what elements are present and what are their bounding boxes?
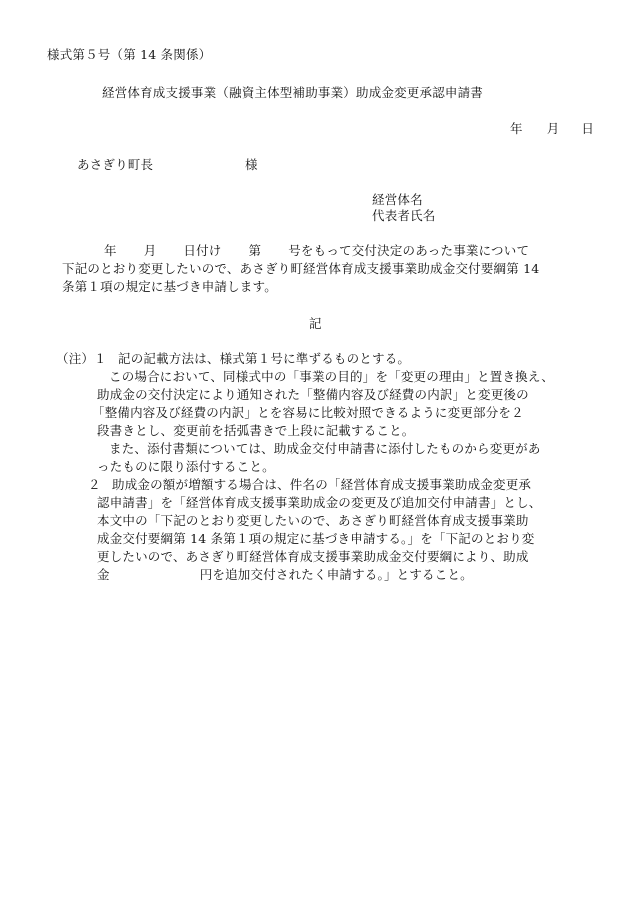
addressee-honorific: 様 [245,157,258,172]
date-year: 年 [510,121,523,136]
note-2-line: 認申請書」を「経営体育成支援事業助成金の変更及び追加交付申請書」とし、 [97,495,542,510]
body-line-3: 条第１項の規定に基づき申請します。 [62,279,277,294]
note-2-last-prefix: 金 [97,567,110,582]
note-1-line: また、添付書類については、助成金交付申請書に添付したものから変更があ [109,441,541,456]
note-2-number: ２ [88,477,101,492]
note-2-line: 本文中の「下記のとおり変更したいので、あさぎり町経営体育成支援事業助 [97,513,529,528]
note-2-last-suffix: 円を追加交付されたく申請する。」とすること。 [199,567,473,582]
note-2-last-line [97,567,473,583]
ki-heading: 記 [309,316,322,331]
notes-label: （注） [56,351,95,366]
note-2-line: 助成金の額が増額する場合は、件名の「経営体育成支援事業助成金変更承 [112,477,532,492]
body-number-prefix: 第 [248,243,262,258]
addressee-name: あさぎり町長 [77,157,154,172]
body-month: 月 [143,243,157,258]
note-1-line: 「整備内容及び経費の内訳」とを容易に比較対照できるように変更部分を２ [92,405,524,420]
entity-name-label: 経営体名 [372,192,423,207]
body-year: 年 [104,243,117,258]
body-line-1 [104,243,529,259]
note-2-line: 成金交付要綱第 14 条第１項の規定に基づき申請する。」を「下記のとおり変 [97,531,535,546]
note-1-line: 記の記載方法は、様式第１号に準ずるものとする。 [118,351,411,366]
note-1-line: この場合において、同様式中の「事業の目的」を「変更の理由」と置き換え、 [109,369,555,384]
representative-name-label: 代表者氏名 [372,208,436,223]
body-line-2: 下記のとおり変更したいので、あさぎり町経営体育成支援事業助成金交付要綱第 14 [62,261,540,276]
note-1-line: ったものに限り添付すること。 [97,459,275,474]
body-number-suffix: 号をもって交付決定のあった事業について [288,243,530,258]
date-month: 月 [546,121,560,136]
date-day: 日 [581,121,595,136]
note-2-line: 更したいので、あさぎり町経営体育成支援事業助成金交付要綱により、助成 [97,549,529,564]
document-title: 経営体育成支援事業（融資主体型補助事業）助成金変更承認申請書 [102,85,484,100]
body-dated: 日付け [183,243,222,258]
note-1-number: １ [94,351,107,366]
date-line [510,121,594,137]
note-1-line: 段書きとし、変更前を括弧書きで上段に記載すること。 [97,423,415,438]
form-number: 様式第５号（第 14 条関係） [47,47,212,62]
note-1-line: 助成金の交付決定により通知された「整備内容及び経費の内訳」と変更後の [97,387,529,402]
